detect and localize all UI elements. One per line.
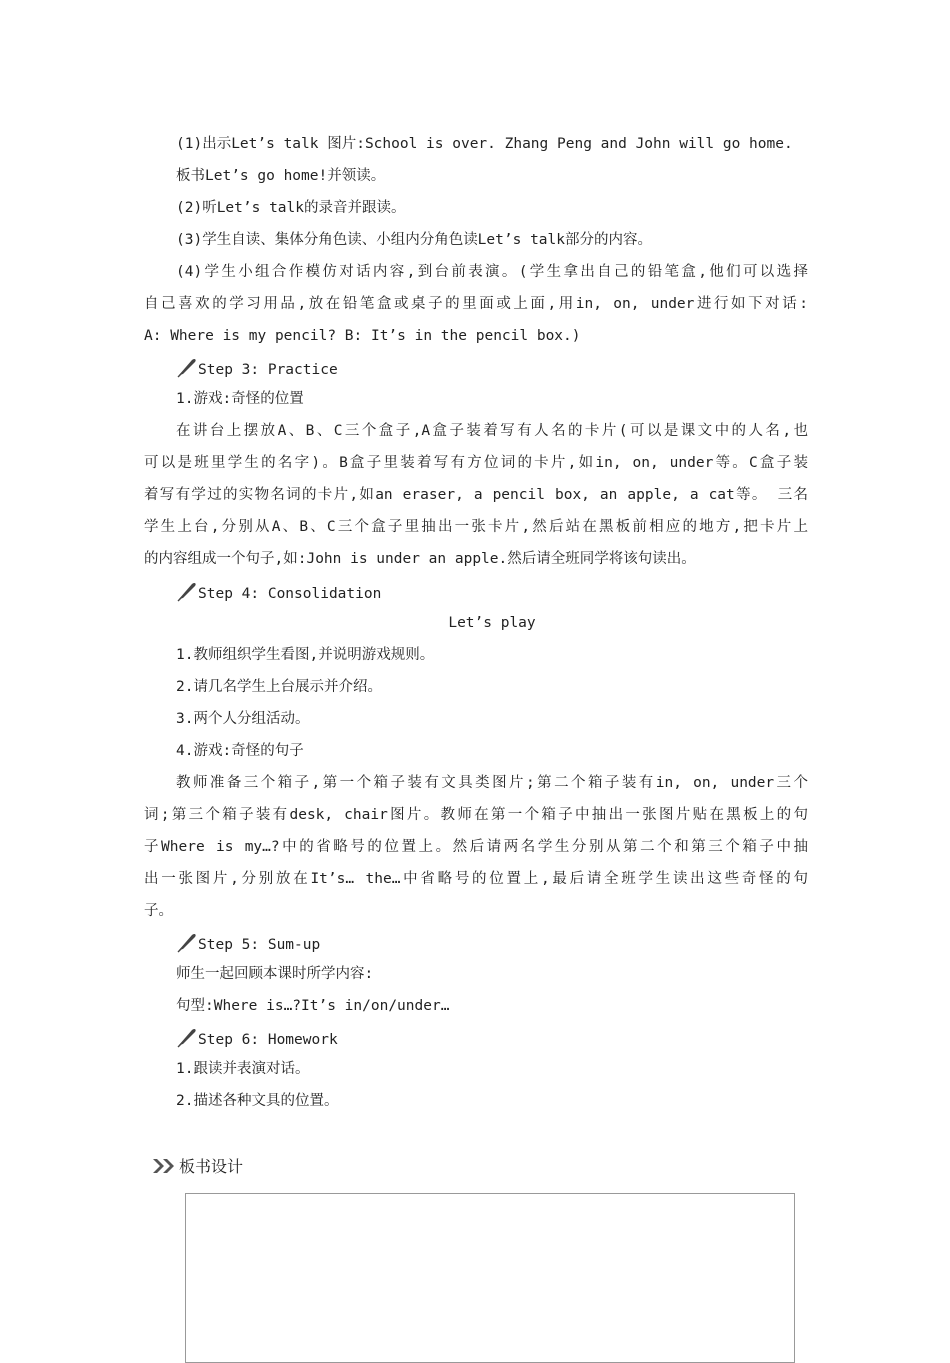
step-5-title: Step 5: Sum-up (198, 937, 321, 953)
step-4-title: Step 4: Consolidation (198, 586, 382, 602)
feather-pen-icon (176, 356, 198, 378)
feather-pen-icon (176, 580, 198, 602)
paragraph-line: 1.游戏:奇怪的位置 (176, 391, 304, 407)
paragraph-line: 自己喜欢的学习用品,放在铅笔盒或桌子的里面或上面,用in, on, under进行如下对话: (144, 296, 808, 312)
step-heading (176, 584, 381, 604)
paragraph-line: (3)学生自读、集体分角色读、小组内分角色读Let’s talk部分的内容。 (176, 232, 652, 248)
paragraph-line: 1.跟读并表演对话。 (176, 1061, 310, 1077)
paragraph-line: A: Where is my pencil? B: It’s in the pencil box.) (144, 328, 581, 344)
double-chevron-icon (152, 1158, 178, 1174)
paragraph-line: 4.游戏:奇怪的句子 (176, 743, 304, 759)
paragraph-line: 2.请几名学生上台展示并介绍。 (176, 679, 382, 695)
feather-pen-icon (176, 931, 198, 953)
paragraph-line: 着写有学过的实物名词的卡片,如an eraser, a pencil box, an apple, a cat等。 三名 (144, 487, 808, 503)
step-6-title: Step 6: Homework (198, 1032, 338, 1048)
paragraph-line: 2.描述各种文具的位置。 (176, 1093, 339, 1109)
paragraph-line: 词;第三个箱子装有desk, chair图片。教师在第一个箱子中抽出一张图片贴在黑板上的句 (144, 807, 808, 823)
paragraph-line: (1)出示Let’s talk 图片:School is over. Zhang Peng and John will go home. (176, 136, 793, 152)
subheading: Let’s play (448, 615, 536, 631)
paragraph-line: 3.两个人分组活动。 (176, 711, 310, 727)
step-3-title: Step 3: Practice (198, 362, 338, 378)
paragraph-line: 子Where is my…?中的省略号的位置上。然后请两名学生分别从第二个和第三个箱子中抽 (144, 839, 808, 855)
step-heading (176, 935, 320, 955)
paragraph-line: 学生上台,分别从A、B、C三个盒子里抽出一张卡片,然后站在黑板前相应的地方,把卡片上 (144, 519, 808, 535)
paragraph-line: (4)学生小组合作模仿对话内容,到台前表演。(学生拿出自己的铅笔盒,他们可以选择 (176, 264, 808, 280)
paragraph-line: 1.教师组织学生看图,并说明游戏规则。 (176, 647, 435, 663)
paragraph-line: 师生一起回顾本课时所学内容: (176, 966, 374, 982)
step-heading (176, 360, 338, 380)
feather-pen-icon (176, 1026, 198, 1048)
paragraph-line: 的内容组成一个句子,如:John is under an apple.然后请全班同学将该句读出。 (144, 551, 696, 567)
board-design-box (185, 1193, 795, 1363)
paragraph-line: 可以是班里学生的名字)。B盒子里装着写有方位词的卡片,如in, on, under等。C盒子装 (144, 455, 808, 471)
paragraph-line: 出一张图片,分别放在It’s… the…中省略号的位置上,最后请全班学生读出这些奇怪的句 (144, 871, 808, 887)
paragraph-line: 在讲台上摆放A、B、C三个盒子,A盒子装着写有人名的卡片(可以是课文中的人名,也 (176, 423, 808, 439)
section-title-text: 板书设计 (179, 1157, 244, 1176)
paragraph-line: 子。 (144, 903, 173, 919)
paragraph-line: (2)听Let’s talk的录音并跟读。 (176, 200, 406, 216)
section-heading (152, 1156, 243, 1178)
paragraph-line: 教师准备三个箱子,第一个箱子装有文具类图片;第二个箱子装有in, on, under三个 (176, 775, 808, 791)
paragraph-line: 句型:Where is…?It’s in/on/under… (176, 998, 450, 1014)
step-heading (176, 1030, 338, 1050)
paragraph-line: 板书Let’s go home!并领读。 (176, 168, 386, 184)
